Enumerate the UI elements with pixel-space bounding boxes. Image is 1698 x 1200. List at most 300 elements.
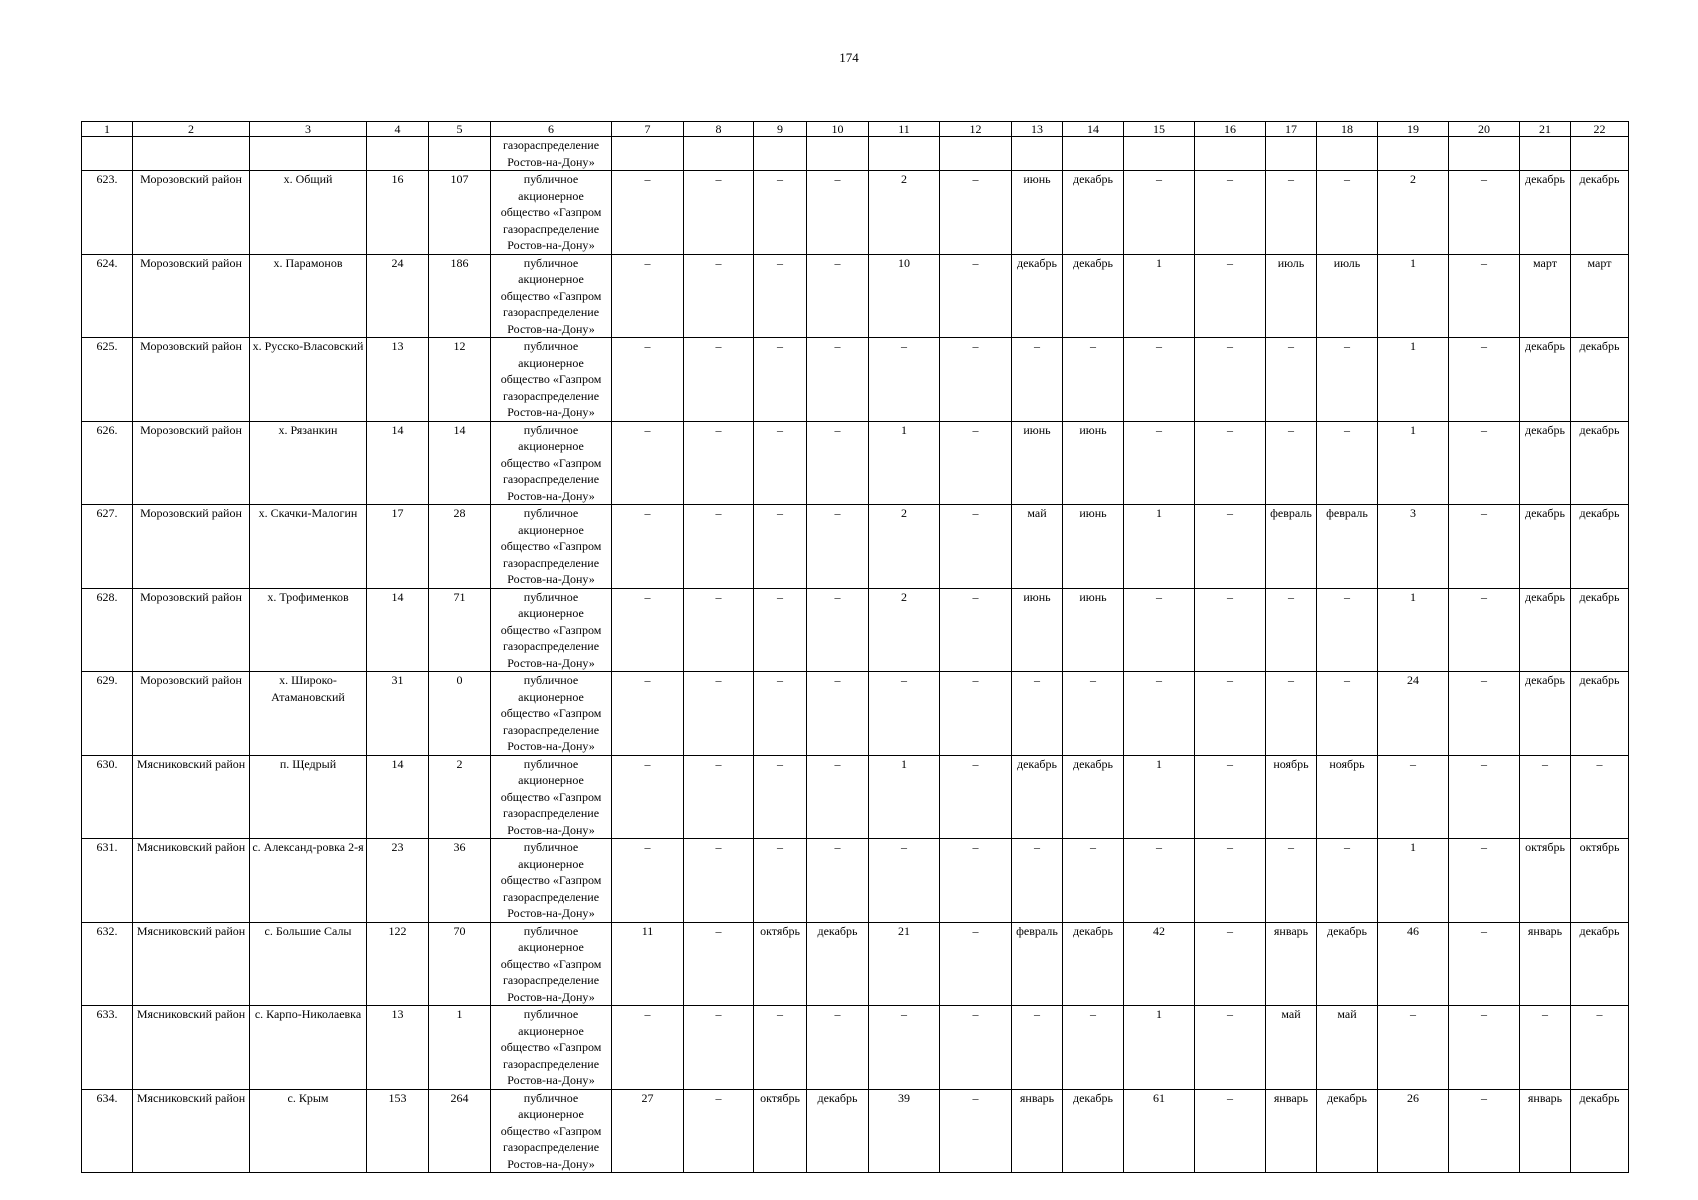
owner-line: газораспределение	[502, 305, 600, 319]
owner-line: общество «Газпром	[500, 1123, 602, 1138]
cell-col-1: 631.	[82, 839, 133, 923]
cell-col-20: –	[1449, 672, 1520, 756]
owner-line: газораспределение	[502, 973, 600, 987]
cell-col-13: июнь	[1012, 588, 1063, 672]
cell-col-9: –	[754, 839, 807, 923]
cell-col-10: –	[807, 1006, 869, 1090]
cell-col-17: январь	[1266, 1089, 1317, 1173]
table-row	[82, 588, 1629, 672]
cell-col-19: 2	[1378, 171, 1449, 255]
owner-line: публичное	[523, 506, 579, 520]
cell-col-12: –	[940, 421, 1012, 505]
column-header-3: 3	[250, 122, 367, 137]
owner-line: Ростов-на-Дону»	[507, 321, 595, 336]
cell-col-13: –	[1012, 338, 1063, 422]
cell-col-8: –	[684, 421, 754, 505]
cell-col-22: март	[1571, 254, 1629, 338]
cell-col-9: октябрь	[754, 1089, 807, 1173]
owner-cell	[491, 171, 612, 255]
owner-cell	[491, 1089, 612, 1173]
table-row	[82, 421, 1629, 505]
cell-col-5: 186	[429, 254, 491, 338]
table-row	[82, 171, 1629, 255]
cell-col-1: 634.	[82, 1089, 133, 1173]
cell-col-3: х. Широко-Атамановский	[250, 672, 367, 756]
owner-cell	[491, 421, 612, 505]
table-row	[82, 672, 1629, 756]
owner-line: Ростов-на-Дону»	[507, 739, 595, 753]
cell-col-8: –	[684, 672, 754, 756]
cell-col-2: Морозовский район	[133, 171, 250, 255]
cell-col-20: –	[1449, 922, 1520, 1006]
cell-col-17: –	[1266, 839, 1317, 923]
cell-col-18: –	[1317, 421, 1378, 505]
cell-col-2: Морозовский район	[133, 421, 250, 505]
cell-col-9: –	[754, 254, 807, 338]
owner-line: газораспределение	[502, 889, 600, 904]
cell-col-15: 1	[1124, 505, 1195, 589]
owner-cell	[491, 254, 612, 338]
owner-line: общество «Газпром	[500, 372, 602, 386]
owner-line: газораспределение	[502, 555, 600, 570]
cell-col-11: 39	[869, 1089, 940, 1173]
table-row	[82, 338, 1629, 422]
continuation-row	[82, 137, 1629, 171]
cell-col-4: 17	[367, 505, 429, 589]
cell-col-16: –	[1195, 1006, 1266, 1090]
owner-line: общество «Газпром	[500, 956, 602, 971]
cell-col-18: –	[1317, 588, 1378, 672]
owner-line: Ростов-на-Дону»	[507, 906, 595, 920]
column-header-5: 5	[429, 122, 491, 137]
column-header-4: 4	[367, 122, 429, 137]
cell-col-17: май	[1266, 1006, 1317, 1090]
cell-col-11: 21	[869, 922, 940, 1006]
cell-col-4: 16	[367, 171, 429, 255]
cell-col-10: –	[807, 672, 869, 756]
cell-col-14: июнь	[1063, 421, 1124, 505]
cell-col-22: декабрь	[1571, 338, 1629, 422]
column-header-8: 8	[684, 122, 754, 137]
cell-col-5: 36	[429, 839, 491, 923]
owner-cell	[491, 839, 612, 923]
owner-line: публичное	[523, 422, 579, 437]
cell-col-21: –	[1520, 755, 1571, 839]
cell-col-15: –	[1124, 338, 1195, 422]
owner-line: общество «Газпром	[500, 789, 602, 804]
cell-col-3: х. Скачки-Малогин	[250, 505, 367, 589]
owner-cell	[491, 922, 612, 1006]
cell-col-11: –	[869, 338, 940, 422]
column-header-11: 11	[869, 122, 940, 137]
cell-col-5: 2	[429, 755, 491, 839]
cell-col-19: 1	[1378, 338, 1449, 422]
cell-col-4: 122	[367, 922, 429, 1006]
empty-cell	[684, 137, 754, 171]
cell-col-2: Морозовский район	[133, 672, 250, 756]
cell-col-3: с. Александ-ровка 2-я	[250, 839, 367, 923]
owner-line: Ростов-на-Дону»	[507, 154, 595, 169]
cell-col-18: –	[1317, 839, 1378, 923]
cell-col-5: 14	[429, 421, 491, 505]
owner-line: общество «Газпром	[500, 288, 602, 303]
cell-col-22: декабрь	[1571, 171, 1629, 255]
owner-line: акционерное	[518, 606, 584, 620]
column-header-7: 7	[612, 122, 684, 137]
empty-cell	[1195, 137, 1266, 171]
cell-col-22: октябрь	[1571, 839, 1629, 923]
empty-cell	[367, 137, 429, 171]
cell-col-4: 14	[367, 421, 429, 505]
cell-col-1: 632.	[82, 922, 133, 1006]
cell-col-18: декабрь	[1317, 1089, 1378, 1173]
data-table	[81, 121, 1629, 1173]
cell-col-3: с. Крым	[250, 1089, 367, 1173]
cell-col-8: –	[684, 839, 754, 923]
cell-col-16: –	[1195, 1089, 1266, 1173]
cell-col-21: октябрь	[1520, 839, 1571, 923]
cell-col-1: 624.	[82, 254, 133, 338]
cell-col-3: х. Парамонов	[250, 254, 367, 338]
table-row	[82, 839, 1629, 923]
column-header-6: 6	[491, 122, 612, 137]
cell-col-3: х. Рязанкин	[250, 421, 367, 505]
cell-col-4: 23	[367, 839, 429, 923]
empty-cell	[754, 137, 807, 171]
cell-col-19: 1	[1378, 839, 1449, 923]
column-header-12: 12	[940, 122, 1012, 137]
cell-col-8: –	[684, 1089, 754, 1173]
cell-col-19: 26	[1378, 1089, 1449, 1173]
cell-col-5: 264	[429, 1089, 491, 1173]
owner-line: публичное	[523, 756, 579, 771]
cell-col-2: Мясниковский район	[133, 839, 250, 923]
empty-cell	[1520, 137, 1571, 171]
cell-col-8: –	[684, 755, 754, 839]
cell-col-20: –	[1449, 839, 1520, 923]
cell-col-3: с. Карпо-Николаевка	[250, 1006, 367, 1090]
cell-col-4: 31	[367, 672, 429, 756]
table-row	[82, 505, 1629, 589]
cell-col-19: –	[1378, 1006, 1449, 1090]
cell-col-8: –	[684, 1006, 754, 1090]
cell-col-4: 153	[367, 1089, 429, 1173]
cell-col-3: с. Большие Салы	[250, 922, 367, 1006]
owner-line: общество «Газпром	[500, 1040, 602, 1054]
empty-cell	[1378, 137, 1449, 171]
page-number: 174	[839, 50, 859, 65]
owner-line: акционерное	[518, 689, 584, 704]
table-row	[82, 922, 1629, 1006]
column-header-2: 2	[133, 122, 250, 137]
owner-line: общество «Газпром	[500, 539, 602, 553]
owner-line: общество «Газпром	[500, 205, 602, 219]
cell-col-4: 13	[367, 1006, 429, 1090]
column-header-16: 16	[1195, 122, 1266, 137]
cell-col-21: –	[1520, 1006, 1571, 1090]
cell-col-12: –	[940, 588, 1012, 672]
cell-col-15: –	[1124, 171, 1195, 255]
cell-col-17: –	[1266, 171, 1317, 255]
cell-col-1: 633.	[82, 1006, 133, 1090]
owner-line: газораспределение	[502, 1140, 600, 1154]
cell-col-11: 2	[869, 171, 940, 255]
cell-col-20: –	[1449, 755, 1520, 839]
cell-col-10: –	[807, 755, 869, 839]
owner-cell	[491, 672, 612, 756]
cell-col-17: –	[1266, 421, 1317, 505]
owner-line: публичное	[523, 923, 579, 938]
cell-col-17: февраль	[1266, 505, 1317, 589]
cell-col-17: январь	[1266, 922, 1317, 1006]
cell-col-7: –	[612, 588, 684, 672]
empty-cell	[1571, 137, 1629, 171]
cell-col-5: 107	[429, 171, 491, 255]
cell-col-15: 42	[1124, 922, 1195, 1006]
cell-col-17: июль	[1266, 254, 1317, 338]
cell-col-10: –	[807, 588, 869, 672]
cell-col-12: –	[940, 1006, 1012, 1090]
cell-col-9: –	[754, 338, 807, 422]
cell-col-20: –	[1449, 171, 1520, 255]
cell-col-7: –	[612, 421, 684, 505]
owner-line: публичное	[523, 673, 579, 687]
cell-col-3: п. Щедрый	[250, 755, 367, 839]
column-header-1: 1	[82, 122, 133, 137]
cell-col-16: –	[1195, 922, 1266, 1006]
column-header-14: 14	[1063, 122, 1124, 137]
owner-line: публичное	[523, 1007, 579, 1021]
column-header-22: 22	[1571, 122, 1629, 137]
cell-col-19: 24	[1378, 672, 1449, 756]
cell-col-12: –	[940, 839, 1012, 923]
cell-col-22: декабрь	[1571, 421, 1629, 505]
cell-col-11: 1	[869, 755, 940, 839]
cell-col-16: –	[1195, 755, 1266, 839]
cell-col-12: –	[940, 171, 1012, 255]
owner-line: газораспределение	[502, 722, 600, 737]
cell-col-9: –	[754, 755, 807, 839]
cell-col-9: –	[754, 588, 807, 672]
empty-cell	[1012, 137, 1063, 171]
cell-col-18: декабрь	[1317, 922, 1378, 1006]
column-header-21: 21	[1520, 122, 1571, 137]
cell-col-12: –	[940, 1089, 1012, 1173]
cell-col-2: Мясниковский район	[133, 1089, 250, 1173]
owner-line: общество «Газпром	[500, 455, 602, 470]
cell-col-13: январь	[1012, 1089, 1063, 1173]
cell-col-16: –	[1195, 505, 1266, 589]
cell-col-5: 1	[429, 1006, 491, 1090]
cell-col-8: –	[684, 588, 754, 672]
cell-col-11: –	[869, 672, 940, 756]
owner-line: акционерное	[518, 522, 584, 537]
owner-line: Ростов-на-Дону»	[507, 1073, 595, 1087]
owner-line: акционерное	[518, 355, 584, 370]
cell-col-9: –	[754, 421, 807, 505]
cell-col-14: декабрь	[1063, 171, 1124, 255]
cell-col-7: –	[612, 254, 684, 338]
cell-col-21: январь	[1520, 1089, 1571, 1173]
cell-col-10: –	[807, 171, 869, 255]
empty-cell	[869, 137, 940, 171]
cell-col-19: 1	[1378, 421, 1449, 505]
cell-col-20: –	[1449, 254, 1520, 338]
cell-col-17: ноябрь	[1266, 755, 1317, 839]
cell-col-5: 12	[429, 338, 491, 422]
cell-col-10: –	[807, 421, 869, 505]
cell-col-11: 1	[869, 421, 940, 505]
owner-line: общество «Газпром	[500, 706, 602, 720]
cell-col-18: –	[1317, 171, 1378, 255]
cell-col-14: декабрь	[1063, 922, 1124, 1006]
cell-col-15: –	[1124, 672, 1195, 756]
cell-col-16: –	[1195, 171, 1266, 255]
cell-col-2: Морозовский район	[133, 588, 250, 672]
cell-col-18: июль	[1317, 254, 1378, 338]
cell-col-12: –	[940, 338, 1012, 422]
table-row	[82, 1006, 1629, 1090]
cell-col-13: –	[1012, 672, 1063, 756]
cell-col-13: февраль	[1012, 922, 1063, 1006]
cell-col-16: –	[1195, 588, 1266, 672]
owner-line: акционерное	[518, 439, 584, 453]
cell-col-2: Мясниковский район	[133, 755, 250, 839]
owner-line: Ростов-на-Дону»	[507, 238, 595, 252]
column-header-19: 19	[1378, 122, 1449, 137]
cell-col-18: –	[1317, 672, 1378, 756]
cell-col-2: Морозовский район	[133, 338, 250, 422]
cell-col-9: –	[754, 171, 807, 255]
cell-col-7: 11	[612, 922, 684, 1006]
owner-line: публичное	[523, 255, 579, 270]
column-header-9: 9	[754, 122, 807, 137]
owner-cell	[491, 588, 612, 672]
cell-col-19: 46	[1378, 922, 1449, 1006]
cell-col-21: декабрь	[1520, 672, 1571, 756]
cell-col-20: –	[1449, 588, 1520, 672]
cell-col-4: 14	[367, 588, 429, 672]
empty-cell	[1124, 137, 1195, 171]
cell-col-19: –	[1378, 755, 1449, 839]
cell-col-4: 14	[367, 755, 429, 839]
cell-col-16: –	[1195, 672, 1266, 756]
cell-col-7: –	[612, 672, 684, 756]
owner-line: Ростов-на-Дону»	[507, 488, 595, 503]
empty-cell	[250, 137, 367, 171]
empty-cell	[133, 137, 250, 171]
cell-col-13: декабрь	[1012, 755, 1063, 839]
owner-line: публичное	[523, 339, 579, 353]
column-header-13: 13	[1012, 122, 1063, 137]
cell-col-9: октябрь	[754, 922, 807, 1006]
cell-col-14: –	[1063, 338, 1124, 422]
owner-line: акционерное	[518, 856, 584, 871]
cell-col-15: 1	[1124, 755, 1195, 839]
cell-col-1: 627.	[82, 505, 133, 589]
cell-col-1: 626.	[82, 421, 133, 505]
cell-col-20: –	[1449, 1006, 1520, 1090]
cell-col-16: –	[1195, 338, 1266, 422]
cell-col-8: –	[684, 338, 754, 422]
cell-col-3: х. Общий	[250, 171, 367, 255]
owner-cell	[491, 505, 612, 589]
cell-col-17: –	[1266, 672, 1317, 756]
owner-line: публичное	[523, 1090, 579, 1105]
cell-col-11: –	[869, 839, 940, 923]
cell-col-4: 24	[367, 254, 429, 338]
cell-col-11: –	[869, 1006, 940, 1090]
column-header-20: 20	[1449, 122, 1520, 137]
cell-col-12: –	[940, 755, 1012, 839]
cell-col-7: –	[612, 171, 684, 255]
cell-col-3: х. Русско-Власовский	[250, 338, 367, 422]
cell-col-14: –	[1063, 839, 1124, 923]
owner-line: газораспределение	[502, 639, 600, 653]
empty-cell	[82, 137, 133, 171]
cell-col-13: июнь	[1012, 421, 1063, 505]
cell-col-14: июнь	[1063, 588, 1124, 672]
owner-cell	[491, 1006, 612, 1090]
owner-line: акционерное	[518, 940, 584, 954]
owner-line: газораспределение	[502, 806, 600, 820]
column-header-18: 18	[1317, 122, 1378, 137]
cell-col-22: –	[1571, 1006, 1629, 1090]
owner-cell	[491, 137, 612, 171]
cell-col-8: –	[684, 171, 754, 255]
cell-col-16: –	[1195, 254, 1266, 338]
cell-col-14: декабрь	[1063, 755, 1124, 839]
cell-col-15: –	[1124, 839, 1195, 923]
owner-cell	[491, 338, 612, 422]
column-number-row	[82, 122, 1629, 137]
cell-col-13: –	[1012, 1006, 1063, 1090]
cell-col-10: декабрь	[807, 1089, 869, 1173]
table-row	[82, 755, 1629, 839]
cell-col-15: –	[1124, 421, 1195, 505]
cell-col-13: декабрь	[1012, 254, 1063, 338]
cell-col-1: 630.	[82, 755, 133, 839]
cell-col-10: декабрь	[807, 922, 869, 1006]
column-header-15: 15	[1124, 122, 1195, 137]
owner-line: газораспределение	[502, 388, 600, 403]
owner-line: газораспределение	[502, 138, 600, 152]
cell-col-18: ноябрь	[1317, 755, 1378, 839]
cell-col-22: –	[1571, 755, 1629, 839]
cell-col-21: март	[1520, 254, 1571, 338]
owner-cell	[491, 755, 612, 839]
cell-col-13: май	[1012, 505, 1063, 589]
cell-col-21: декабрь	[1520, 421, 1571, 505]
cell-col-14: декабрь	[1063, 254, 1124, 338]
cell-col-1: 629.	[82, 672, 133, 756]
cell-col-8: –	[684, 254, 754, 338]
empty-cell	[1449, 137, 1520, 171]
cell-col-15: 1	[1124, 1006, 1195, 1090]
cell-col-12: –	[940, 922, 1012, 1006]
table-row	[82, 1089, 1629, 1173]
cell-col-5: 71	[429, 588, 491, 672]
cell-col-5: 28	[429, 505, 491, 589]
owner-line: газораспределение	[502, 1056, 600, 1071]
cell-col-7: –	[612, 1006, 684, 1090]
cell-col-21: декабрь	[1520, 588, 1571, 672]
cell-col-9: –	[754, 1006, 807, 1090]
cell-col-1: 628.	[82, 588, 133, 672]
cell-col-5: 70	[429, 922, 491, 1006]
owner-line: публичное	[523, 172, 579, 186]
cell-col-7: –	[612, 839, 684, 923]
